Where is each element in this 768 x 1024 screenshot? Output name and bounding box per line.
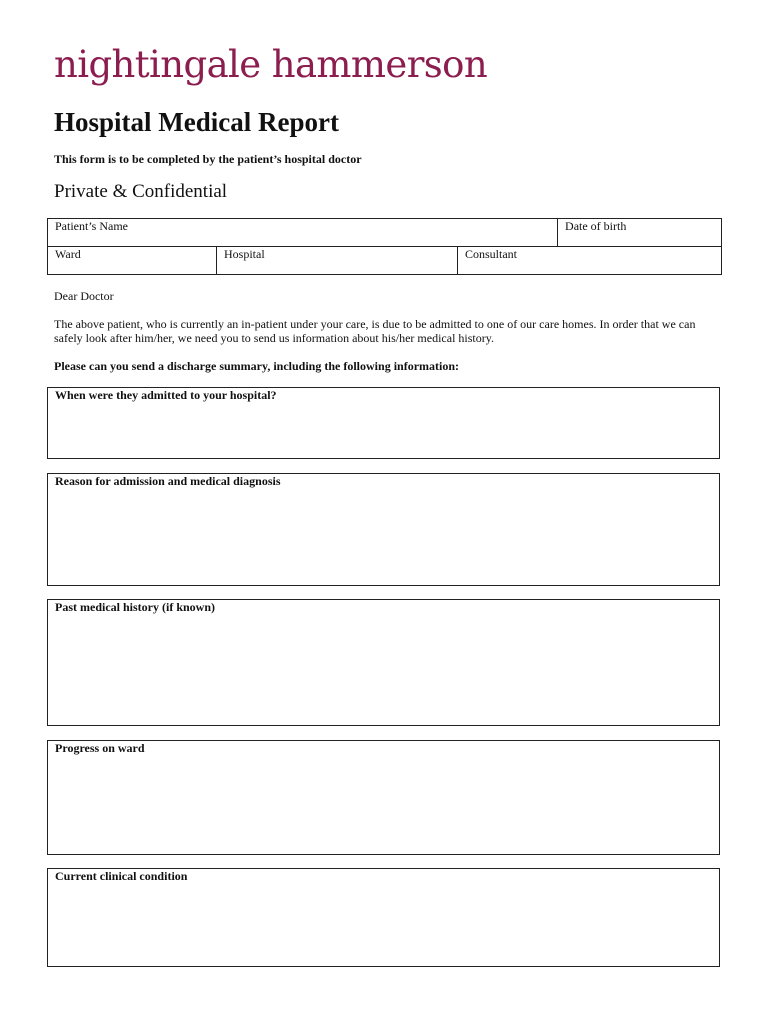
medical-history-label: Past medical history (if known) — [55, 600, 215, 614]
form-instruction: This form is to be completed by the patient’s hospital doctor — [54, 152, 362, 166]
admission-date-label: When were they admitted to your hospital? — [55, 388, 277, 402]
admission-reason-label: Reason for admission and medical diagnosis — [55, 474, 281, 488]
date-of-birth-label: Date of birth — [565, 219, 627, 233]
consultant-label: Consultant — [465, 247, 518, 261]
clinical-condition-label: Current clinical condition — [55, 869, 188, 883]
ward-progress-box[interactable] — [47, 740, 720, 855]
ward-progress-label: Progress on ward — [55, 741, 145, 755]
ward-field[interactable] — [48, 247, 217, 275]
hospital-label: Hospital — [224, 247, 265, 261]
patient-details-row-2 — [48, 247, 722, 275]
patient-details-row-1 — [48, 219, 722, 247]
date-of-birth-field[interactable] — [558, 219, 722, 247]
page-title: Hospital Medical Report — [54, 107, 339, 137]
patient-details-table — [47, 218, 722, 275]
letter-intro: The above patient, who is currently an in-patient under your care, is due to be admitted to one of our care homes. In order that we can safely look after him/her, we need you to send us information about his/her medical history. — [54, 317, 696, 345]
consultant-field[interactable] — [458, 247, 722, 275]
admission-reason-box[interactable] — [47, 473, 720, 586]
ward-label: Ward — [55, 247, 81, 261]
admission-date-box[interactable] — [47, 387, 720, 459]
patient-name-label: Patient’s Name — [55, 219, 128, 233]
confidential-notice: Private & Confidential — [54, 181, 228, 202]
medical-history-box[interactable] — [47, 599, 720, 726]
letter-salutation: Dear Doctor — [54, 289, 114, 303]
clinical-condition-box[interactable] — [47, 868, 720, 967]
patient-name-field[interactable] — [48, 219, 558, 247]
brand-logo: nightingale hammerson — [54, 43, 488, 86]
hospital-field[interactable] — [217, 247, 458, 275]
letter-request: Please can you send a discharge summary, including the following information: — [54, 359, 460, 373]
